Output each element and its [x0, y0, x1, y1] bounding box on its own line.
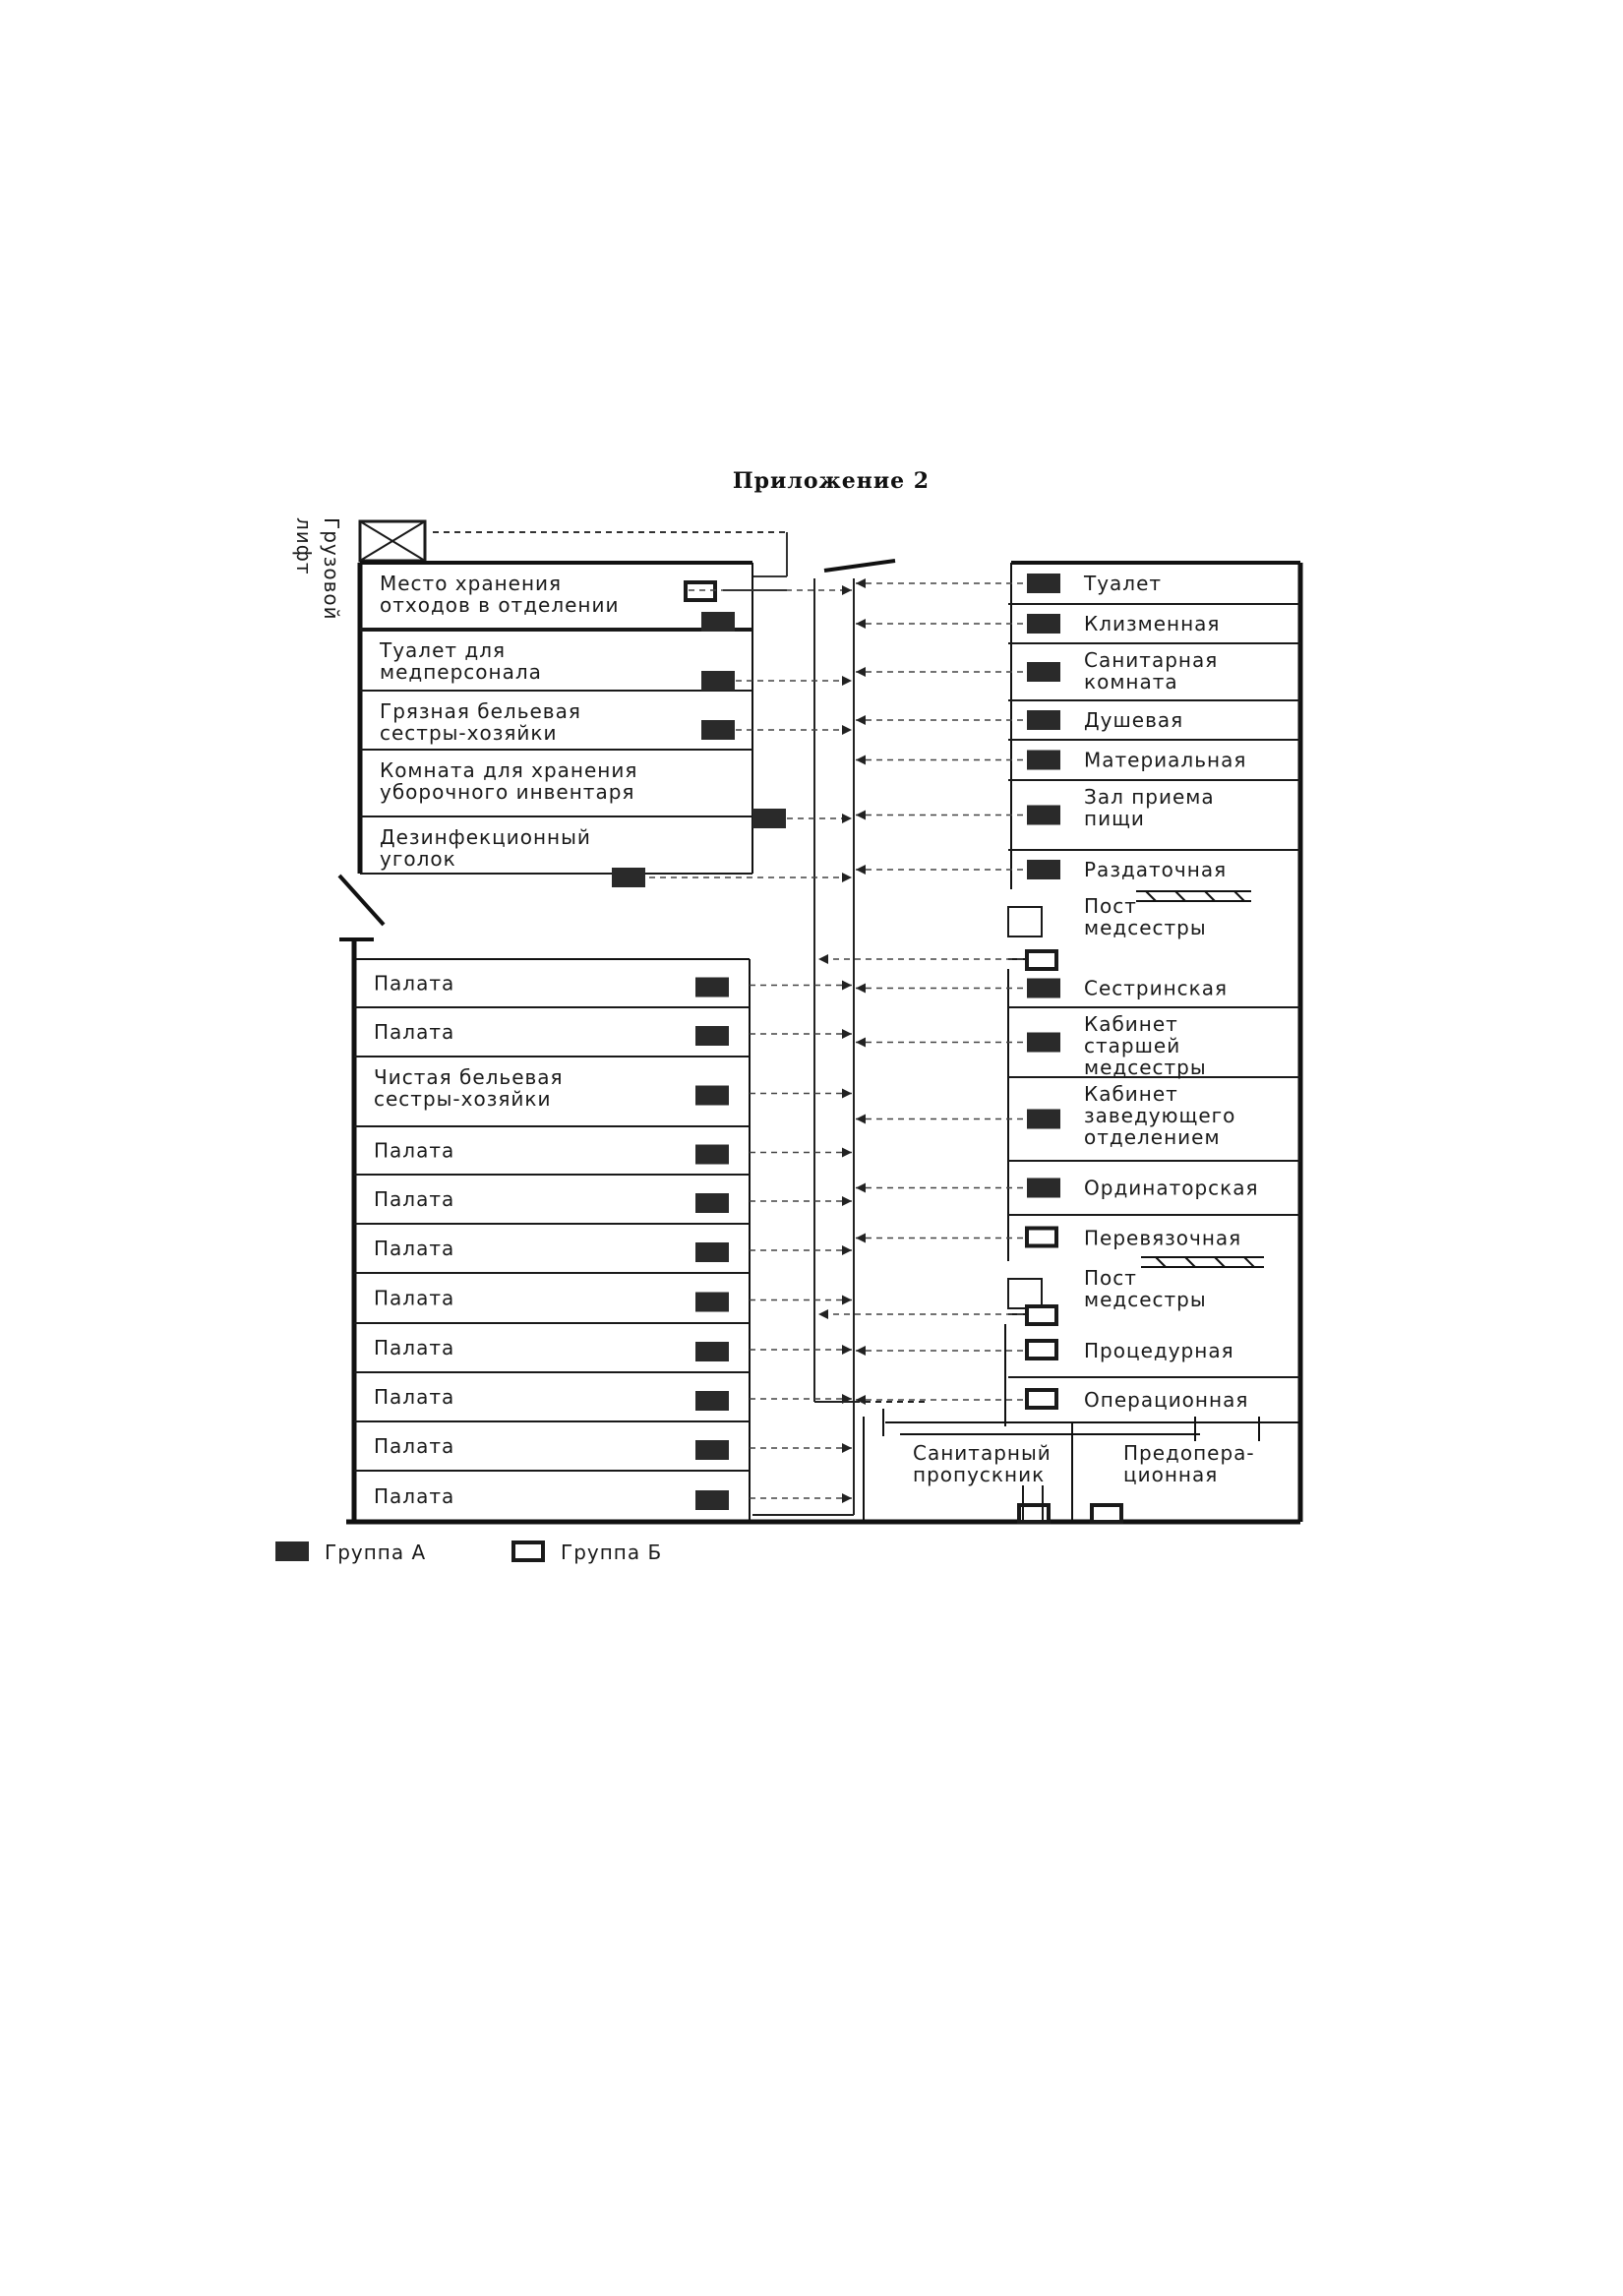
right-room-15-arrow-head	[856, 1346, 866, 1356]
left-top-rooms	[360, 572, 852, 887]
left-bottom-room-10	[354, 1434, 852, 1471]
door-top-corridor	[824, 561, 895, 571]
right-room-4-arrow-head	[856, 715, 866, 725]
bottom-room-1	[913, 1441, 1052, 1486]
right-room-14-post-desk	[1008, 1279, 1042, 1308]
door-swing-left	[339, 876, 384, 925]
right-room-3-label-line-1: Санитарная	[1084, 648, 1219, 672]
left-top-room-1-label-line-1: Место хранения	[380, 572, 563, 595]
right-room-14-label-line-2: медсестры	[1084, 1288, 1207, 1311]
legend-group-a-swatch	[275, 1541, 309, 1561]
right-room-11-label-line-2: заведующего	[1084, 1104, 1236, 1127]
right-room-14-arrow-head	[818, 1309, 828, 1319]
right-room-5-label-line-1: Материальная	[1084, 748, 1247, 772]
right-room-2-arrow-head	[856, 619, 866, 629]
right-room-9-arrow-head	[856, 984, 866, 994]
right-room-4-group-a-marker	[1027, 710, 1060, 730]
left-bottom-room-7-label-line-1: Палата	[374, 1286, 455, 1310]
left-bottom-room-9-group-a-marker	[695, 1391, 729, 1411]
right-room-5	[856, 749, 1300, 781]
right-room-14-group-b-marker	[1027, 1306, 1056, 1324]
right-room-14	[818, 1266, 1207, 1324]
left-bottom-room-8-group-a-marker	[695, 1342, 729, 1361]
left-bottom-room-6-group-a-marker	[695, 1242, 729, 1262]
left-bottom-room-11-label-line-1: Палата	[374, 1484, 455, 1508]
left-top-room-5-label-line-2: уголок	[380, 847, 456, 871]
left-bottom-room-11	[374, 1484, 852, 1510]
right-room-1	[856, 572, 1300, 604]
left-bottom-room-11-group-a-marker	[695, 1490, 729, 1510]
left-bottom-room-1-arrow-head	[842, 981, 852, 991]
left-top-6-group-a-marker	[612, 868, 645, 887]
right-room-8	[818, 894, 1207, 969]
right-room-7-arrow-head	[856, 865, 866, 875]
legend-label-1: Группа А	[325, 1541, 427, 1564]
left-top-room-3	[360, 699, 752, 750]
right-room-6-group-a-marker	[1027, 806, 1060, 825]
left-bottom-room-6	[354, 1237, 852, 1273]
left-bottom-room-7-group-a-marker	[695, 1293, 729, 1312]
left-top-room-4-label-line-1: Комната для хранения	[380, 758, 638, 782]
right-room-13	[856, 1227, 1241, 1250]
left-bottom-room-8-label-line-1: Палата	[374, 1336, 455, 1359]
left-top-2-arrow-head	[842, 676, 852, 686]
right-rooms	[818, 572, 1300, 1412]
left-bottom-room-3	[354, 1065, 852, 1126]
left-top-room-2-label-line-2: медперсонала	[380, 660, 542, 684]
left-bottom-room-10-arrow-head	[842, 1443, 852, 1453]
left-top-5-group-a-marker	[752, 809, 786, 828]
right-room-11-label-line-3: отделением	[1084, 1125, 1221, 1149]
right-room-3-arrow-head	[856, 667, 866, 677]
left-top-room-3-label-line-1: Грязная бельевая	[380, 699, 581, 723]
left-bottom-room-9	[354, 1385, 852, 1421]
right-room-5-group-a-marker	[1027, 751, 1060, 770]
left-top-room-4-label-line-2: уборочного инвентаря	[380, 780, 635, 804]
left-bottom-room-2-label-line-1: Палата	[374, 1020, 455, 1044]
legend-group-b-swatch	[513, 1542, 543, 1560]
left-bottom-room-3-label-line-2: сестры-хозяйки	[374, 1087, 552, 1111]
bottom-room-2	[1123, 1441, 1255, 1486]
right-room-9-label-line-1: Сестринская	[1084, 976, 1229, 1000]
right-room-16	[856, 1388, 1248, 1412]
left-bottom-room-11-arrow-head	[842, 1493, 852, 1503]
left-bottom-room-4-arrow-head	[842, 1148, 852, 1158]
right-room-13-group-b-marker	[1027, 1229, 1056, 1246]
surgical-group-b-marker-2	[1092, 1505, 1121, 1522]
left-bottom-room-2	[354, 1020, 852, 1057]
right-room-7-group-a-marker	[1027, 860, 1060, 879]
left-top-4-group-a-marker	[701, 720, 735, 740]
legend	[275, 1541, 662, 1564]
left-bottom-room-6-arrow-head	[842, 1245, 852, 1255]
right-room-16-group-b-marker	[1027, 1390, 1056, 1408]
left-top-room-3-label-line-2: сестры-хозяйки	[380, 721, 558, 745]
left-top-4-arrow-head	[842, 814, 852, 823]
left-top-room-2-label-line-1: Туалет для	[380, 638, 507, 662]
right-room-7-label-line-1: Раздаточная	[1084, 858, 1228, 881]
left-bottom-room-9-label-line-1: Палата	[374, 1385, 455, 1409]
right-room-3-group-a-marker	[1027, 662, 1060, 682]
lift-label-line1: Грузовой	[320, 517, 343, 621]
left-top-1-arrow-head	[842, 585, 852, 595]
left-top-room-5-label-line-1: Дезинфекционный	[380, 825, 591, 849]
left-bottom-room-3-group-a-marker	[695, 1086, 729, 1106]
left-bottom-room-1-group-a-marker	[695, 978, 729, 997]
bottom-rooms	[913, 1441, 1255, 1522]
right-room-2	[856, 612, 1300, 643]
right-room-4-label-line-1: Душевая	[1084, 708, 1184, 732]
left-bottom-rooms	[354, 972, 852, 1511]
right-room-3-label-line-2: комната	[1084, 670, 1178, 694]
left-top-2-group-a-marker	[701, 612, 735, 632]
right-room-12-label-line-1: Ординаторская	[1084, 1176, 1259, 1200]
left-bottom-room-2-arrow-head	[842, 1029, 852, 1039]
right-room-10-arrow-head	[856, 1038, 866, 1048]
right-room-1-arrow-head	[856, 578, 866, 588]
right-room-10	[856, 1012, 1300, 1079]
left-top-3-group-a-marker	[701, 671, 735, 691]
right-room-1-label-line-1: Туалет	[1084, 572, 1163, 595]
left-bottom-room-1-label-line-1: Палата	[374, 971, 455, 996]
left-bottom-room-8	[354, 1336, 852, 1372]
left-bottom-room-1	[354, 972, 852, 1008]
right-room-16-arrow-head	[856, 1395, 866, 1405]
right-room-15	[856, 1339, 1300, 1377]
right-room-11	[856, 1082, 1300, 1161]
left-bottom-room-2-group-a-marker	[695, 1026, 729, 1046]
left-top-room-2	[360, 638, 752, 691]
left-bottom-room-8-arrow-head	[842, 1345, 852, 1355]
right-room-8-arrow-head	[818, 954, 828, 964]
right-room-12-arrow-head	[856, 1183, 866, 1193]
right-room-1-group-a-marker	[1027, 574, 1060, 593]
left-bottom-room-10-group-a-marker	[695, 1440, 729, 1460]
right-room-11-group-a-marker	[1027, 1110, 1060, 1129]
corridor-flow-lines	[752, 578, 925, 1515]
right-room-4	[856, 708, 1300, 740]
hatch-post-1	[1136, 891, 1251, 901]
left-bottom-room-6-label-line-1: Палата	[374, 1237, 455, 1260]
right-room-6-label-line-2: пищи	[1084, 807, 1145, 830]
right-room-6-arrow-head	[856, 811, 866, 820]
left-top-room-5	[360, 825, 752, 874]
right-room-9	[856, 977, 1300, 1008]
right-room-15-group-b-marker	[1027, 1341, 1056, 1359]
legend-item-1	[275, 1541, 426, 1564]
bottom-room-1-label-line-1: Санитарный	[913, 1441, 1052, 1465]
appendix-title: Приложение 2	[732, 468, 931, 494]
left-top-room-4	[360, 758, 752, 816]
right-room-2-group-a-marker	[1027, 614, 1060, 634]
right-room-6	[856, 785, 1300, 850]
right-room-8-label-line-2: медсестры	[1084, 916, 1207, 939]
right-room-12-group-a-marker	[1027, 1178, 1060, 1198]
bottom-room-2-label-line-1: Предопера-	[1123, 1441, 1255, 1465]
left-bottom-room-7	[354, 1287, 852, 1324]
right-room-8-group-b-marker	[1027, 951, 1056, 969]
left-bottom-room-5-arrow-head	[842, 1196, 852, 1206]
legend-label-2: Группа Б	[561, 1541, 663, 1564]
left-bottom-room-7-arrow-head	[842, 1296, 852, 1305]
right-room-13-label-line-1: Перевязочная	[1084, 1226, 1242, 1250]
right-room-10-label-line-2: старшей	[1084, 1034, 1181, 1057]
left-bottom-room-4	[354, 1139, 852, 1176]
right-room-11-label-line-1: Кабинет	[1084, 1082, 1178, 1106]
right-room-15-label-line-1: Процедурная	[1084, 1339, 1234, 1362]
left-top-3-arrow-head	[842, 725, 852, 735]
right-room-14-label-line-1: Пост	[1084, 1266, 1137, 1290]
right-room-9-group-a-marker	[1027, 979, 1060, 998]
right-room-10-label-line-1: Кабинет	[1084, 1012, 1178, 1036]
left-bottom-room-3-label-line-1: Чистая бельевая	[374, 1065, 564, 1089]
left-bottom-room-4-group-a-marker	[695, 1145, 729, 1165]
left-bottom-room-5-group-a-marker	[695, 1193, 729, 1213]
left-bottom-room-10-label-line-1: Палата	[374, 1434, 455, 1458]
right-room-6-label-line-1: Зал приема	[1084, 785, 1215, 809]
bottom-room-1-label-line-2: пропускник	[913, 1463, 1046, 1486]
left-bottom-room-5	[354, 1187, 852, 1224]
left-bottom-room-4-label-line-1: Палата	[374, 1138, 455, 1163]
hatch-post-2	[1141, 1257, 1264, 1267]
left-top-5-arrow-head	[842, 873, 852, 882]
left-bottom-room-5-label-line-1: Палата	[374, 1187, 455, 1211]
right-room-8-label-line-1: Пост	[1084, 894, 1137, 918]
left-top-1-group-b-marker	[686, 582, 715, 600]
right-room-11-arrow-head	[856, 1115, 866, 1124]
right-room-16-label-line-1: Операционная	[1084, 1388, 1249, 1412]
lift-label-line2: лифт	[292, 517, 316, 575]
right-room-3	[856, 648, 1300, 700]
right-room-8-post-desk	[1008, 907, 1042, 937]
right-room-5-arrow-head	[856, 755, 866, 765]
left-bottom-room-3-arrow-head	[842, 1089, 852, 1099]
right-room-10-label-line-3: медсестры	[1084, 1056, 1207, 1079]
right-room-12	[856, 1177, 1300, 1216]
right-room-7	[856, 858, 1227, 881]
right-room-13-arrow-head	[856, 1234, 866, 1243]
bottom-room-2-label-line-2: ционная	[1123, 1463, 1219, 1486]
right-room-10-group-a-marker	[1027, 1033, 1060, 1053]
left-top-room-1-label-line-2: отходов в отделении	[380, 593, 620, 617]
right-room-2-label-line-1: Клизменная	[1084, 612, 1221, 635]
legend-item-2	[513, 1541, 662, 1564]
